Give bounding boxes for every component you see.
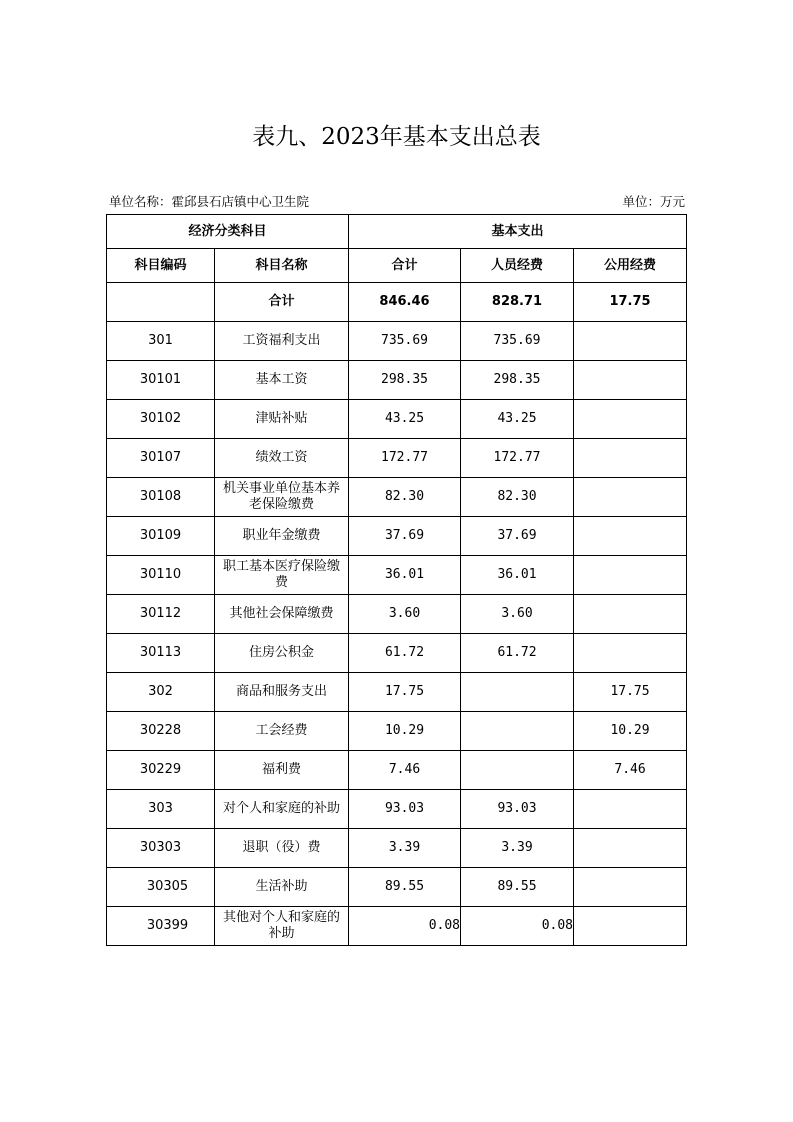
row-total-cell: 43.25 bbox=[349, 400, 461, 439]
header-column-row bbox=[107, 249, 687, 283]
table-row bbox=[107, 673, 687, 712]
row-name-cell: 职工基本医疗保险缴费 bbox=[215, 556, 349, 595]
total-name-cell: 合计 bbox=[215, 283, 349, 322]
header-name: 科目名称 bbox=[215, 249, 349, 283]
table-row bbox=[107, 829, 687, 868]
row-public-cell bbox=[574, 829, 687, 868]
table-row bbox=[107, 907, 687, 946]
row-total-cell: 735.69 bbox=[349, 322, 461, 361]
row-personnel-cell: 298.35 bbox=[461, 361, 574, 400]
row-public-cell bbox=[574, 322, 687, 361]
row-total-cell: 37.69 bbox=[349, 517, 461, 556]
row-name-cell: 基本工资 bbox=[215, 361, 349, 400]
row-code-cell: 30110 bbox=[107, 556, 215, 595]
row-total-cell: 93.03 bbox=[349, 790, 461, 829]
row-code-cell: 30113 bbox=[107, 634, 215, 673]
table-row bbox=[107, 361, 687, 400]
header-economic-class: 经济分类科目 bbox=[107, 215, 349, 249]
row-name-cell: 生活补助 bbox=[215, 868, 349, 907]
row-name-cell: 退职（役）费 bbox=[215, 829, 349, 868]
row-personnel-cell bbox=[461, 673, 574, 712]
table-row bbox=[107, 439, 687, 478]
row-total-cell: 89.55 bbox=[349, 868, 461, 907]
header-personnel: 人员经费 bbox=[461, 249, 574, 283]
header-basic-expenditure: 基本支出 bbox=[349, 215, 687, 249]
unit-label: 单位：万元 bbox=[622, 194, 685, 209]
row-name-cell: 工会经费 bbox=[215, 712, 349, 751]
row-name-cell: 其他对个人和家庭的补助 bbox=[215, 907, 349, 946]
row-public-cell bbox=[574, 790, 687, 829]
row-public-cell bbox=[574, 595, 687, 634]
table-row bbox=[107, 478, 687, 517]
row-total-cell: 3.60 bbox=[349, 595, 461, 634]
row-name-cell: 商品和服务支出 bbox=[215, 673, 349, 712]
row-personnel-cell bbox=[461, 751, 574, 790]
row-total-cell: 7.46 bbox=[349, 751, 461, 790]
row-personnel-cell: 89.55 bbox=[461, 868, 574, 907]
row-code-cell: 302 bbox=[107, 673, 215, 712]
row-public-cell bbox=[574, 868, 687, 907]
total-personnel-cell: 828.71 bbox=[461, 283, 574, 322]
row-public-cell bbox=[574, 478, 687, 517]
table-row bbox=[107, 868, 687, 907]
row-personnel-cell: 36.01 bbox=[461, 556, 574, 595]
row-personnel-cell: 43.25 bbox=[461, 400, 574, 439]
row-public-cell bbox=[574, 517, 687, 556]
row-code-cell: 30303 bbox=[107, 829, 215, 868]
row-total-cell: 3.39 bbox=[349, 829, 461, 868]
row-public-cell bbox=[574, 556, 687, 595]
row-name-cell: 津贴补贴 bbox=[215, 400, 349, 439]
row-personnel-cell: 3.39 bbox=[461, 829, 574, 868]
row-total-cell: 82.30 bbox=[349, 478, 461, 517]
row-personnel-cell: 37.69 bbox=[461, 517, 574, 556]
row-code-cell: 30305 bbox=[107, 868, 215, 907]
table-row bbox=[107, 556, 687, 595]
page-title: 表九、2023年基本支出总表 bbox=[252, 124, 541, 150]
table-row bbox=[107, 790, 687, 829]
total-sum-cell: 846.46 bbox=[349, 283, 461, 322]
row-total-cell: 17.75 bbox=[349, 673, 461, 712]
table-row bbox=[107, 517, 687, 556]
row-public-cell bbox=[574, 634, 687, 673]
row-name-cell: 福利费 bbox=[215, 751, 349, 790]
row-personnel-cell: 82.30 bbox=[461, 478, 574, 517]
row-total-cell: 10.29 bbox=[349, 712, 461, 751]
row-name-cell: 工资福利支出 bbox=[215, 322, 349, 361]
row-total-cell: 298.35 bbox=[349, 361, 461, 400]
row-name-cell: 住房公积金 bbox=[215, 634, 349, 673]
row-personnel-cell: 735.69 bbox=[461, 322, 574, 361]
row-code-cell: 30102 bbox=[107, 400, 215, 439]
row-code-cell: 30112 bbox=[107, 595, 215, 634]
row-total-cell: 0.08 bbox=[349, 907, 461, 946]
row-code-cell: 30101 bbox=[107, 361, 215, 400]
header-group-row bbox=[107, 215, 687, 249]
row-public-cell bbox=[574, 439, 687, 478]
row-name-cell: 绩效工资 bbox=[215, 439, 349, 478]
row-personnel-cell bbox=[461, 712, 574, 751]
row-total-cell: 36.01 bbox=[349, 556, 461, 595]
row-name-cell: 其他社会保障缴费 bbox=[215, 595, 349, 634]
row-code-cell: 30399 bbox=[107, 907, 215, 946]
table-row bbox=[107, 751, 687, 790]
row-public-cell: 7.46 bbox=[574, 751, 687, 790]
table-row bbox=[107, 712, 687, 751]
row-total-cell: 61.72 bbox=[349, 634, 461, 673]
row-public-cell: 10.29 bbox=[574, 712, 687, 751]
table-row bbox=[107, 322, 687, 361]
row-public-cell bbox=[574, 361, 687, 400]
header-total: 合计 bbox=[349, 249, 461, 283]
row-code-cell: 303 bbox=[107, 790, 215, 829]
total-public-cell: 17.75 bbox=[574, 283, 687, 322]
row-personnel-cell: 172.77 bbox=[461, 439, 574, 478]
row-name-cell: 对个人和家庭的补助 bbox=[215, 790, 349, 829]
row-personnel-cell: 93.03 bbox=[461, 790, 574, 829]
table-row bbox=[107, 634, 687, 673]
row-public-cell bbox=[574, 400, 687, 439]
total-row bbox=[107, 283, 687, 322]
row-name-cell: 机关事业单位基本养老保险缴费 bbox=[215, 478, 349, 517]
row-personnel-cell: 61.72 bbox=[461, 634, 574, 673]
table-row bbox=[107, 400, 687, 439]
row-personnel-cell: 3.60 bbox=[461, 595, 574, 634]
row-code-cell: 30228 bbox=[107, 712, 215, 751]
header-public: 公用经费 bbox=[574, 249, 687, 283]
header-code: 科目编码 bbox=[107, 249, 215, 283]
row-name-cell: 职业年金缴费 bbox=[215, 517, 349, 556]
row-code-cell: 301 bbox=[107, 322, 215, 361]
row-code-cell: 30109 bbox=[107, 517, 215, 556]
row-code-cell: 30229 bbox=[107, 751, 215, 790]
total-code-cell bbox=[107, 283, 215, 322]
table-row bbox=[107, 595, 687, 634]
row-public-cell bbox=[574, 907, 687, 946]
row-total-cell: 172.77 bbox=[349, 439, 461, 478]
unit-name: 单位名称：霍邱县石店镇中心卫生院 bbox=[109, 194, 310, 209]
expenditure-table bbox=[106, 214, 687, 946]
row-public-cell: 17.75 bbox=[574, 673, 687, 712]
row-personnel-cell: 0.08 bbox=[461, 907, 574, 946]
row-code-cell: 30107 bbox=[107, 439, 215, 478]
row-code-cell: 30108 bbox=[107, 478, 215, 517]
